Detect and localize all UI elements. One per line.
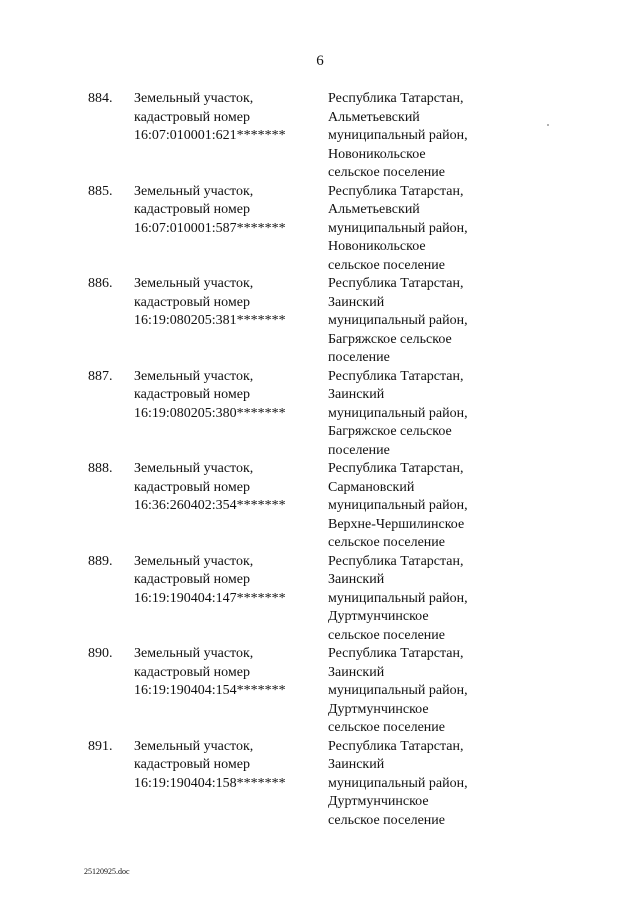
entry-description [134,738,314,794]
location-line: Заинский [328,664,385,680]
entry-description [134,553,314,609]
entry-location [328,183,568,276]
location-line: Багряжское сельское [328,424,452,439]
footer-filename: 25120925.doc [84,867,130,876]
entry-number: 886. [88,276,113,291]
list-item [0,275,640,368]
location-line: сельское поселение [328,627,445,643]
location-line: Заинский [328,572,385,587]
entry-description [134,183,314,239]
description-line: Земельный участок, [134,183,254,199]
description-line: кадастровый номер [134,387,250,402]
entry-number: 884. [88,91,113,106]
entry-description [134,645,314,701]
description-line: Земельный участок, [134,276,254,291]
location-line: сельское поселение [328,812,445,828]
entry-location [328,90,568,183]
location-line: Сармановский [328,479,415,495]
description-line: кадастровый номер [134,109,250,125]
location-line: Заинский [328,757,385,772]
location-line: поселение [328,442,390,458]
entry-number: 885. [88,183,113,199]
location-line: сельское поселение [328,257,445,273]
description-line: кадастровый номер [134,664,250,680]
description-line: Земельный участок, [134,646,254,661]
location-line: муниципальный район, [328,405,468,421]
location-line: муниципальный район, [328,128,468,143]
description-line: кадастровый номер [134,479,250,495]
location-line: Республика Татарстан, [328,646,464,661]
location-line: сельское поселение [328,720,445,735]
location-line: Заинский [328,294,385,310]
page-number: 6 [316,53,324,69]
description-line: 16:36:260402:354******* [134,498,286,513]
location-line: Республика Татарстан, [328,368,464,384]
description-line: 16:19:190404:158******* [134,775,286,791]
list-item [0,645,640,738]
location-line: Дуртмунчинское [328,794,429,809]
location-line: Новоникольское [328,239,426,254]
location-line: сельское поселение [328,165,445,180]
location-line: Республика Татарстан, [328,553,464,569]
description-line: Земельный участок, [134,368,254,384]
entry-location [328,738,568,831]
list-item [0,553,640,646]
description-line: Земельный участок, [134,461,254,476]
location-line: Багряжское сельское [328,331,452,347]
entry-location [328,645,568,738]
location-line: Верхне-Чершилинское [328,516,465,532]
description-line: 16:19:080205:380******* [134,405,286,421]
location-line: Дуртмунчинское [328,701,429,717]
location-line: Заинский [328,387,385,402]
entry-number: 887. [88,368,113,384]
location-line: Республика Татарстан, [328,183,464,199]
description-line: 16:19:080205:381******* [134,313,286,328]
description-line: 16:07:010001:587******* [134,220,286,236]
entry-location [328,275,568,368]
description-line: Земельный участок, [134,738,254,754]
location-line: муниципальный район, [328,590,468,606]
location-line: Альметьевский [328,202,420,217]
entry-description [134,275,314,331]
location-line: муниципальный район, [328,313,468,328]
list-item [0,90,640,183]
description-line: 16:19:190404:154******* [134,683,286,698]
list-item [0,368,640,461]
location-line: поселение [328,350,390,365]
entry-location [328,368,568,461]
location-line: Альметьевский [328,109,420,125]
location-line: сельское поселение [328,535,445,550]
entry-location [328,460,568,553]
location-line: муниципальный район, [328,775,468,791]
description-line: кадастровый номер [134,572,250,587]
location-line: Республика Татарстан, [328,276,464,291]
description-line: Земельный участок, [134,91,254,106]
location-line: Новоникольское [328,146,426,162]
entry-number: 888. [88,461,113,476]
description-line: кадастровый номер [134,757,250,772]
description-line: кадастровый номер [134,202,250,217]
location-line: муниципальный район, [328,498,468,513]
entry-description [134,90,314,146]
list-item [0,738,640,831]
location-line: муниципальный район, [328,683,468,698]
description-line: Земельный участок, [134,553,254,569]
description-line: 16:07:010001:621******* [134,128,286,143]
entry-description [134,368,314,424]
list-item [0,183,640,276]
location-line: Республика Татарстан, [328,461,464,476]
entry-location [328,553,568,646]
list-item [0,460,640,553]
entry-number: 891. [88,738,113,754]
location-line: Республика Татарстан, [328,91,464,106]
entry-description [134,460,314,516]
description-line: кадастровый номер [134,294,250,310]
description-line: 16:19:190404:147******* [134,590,286,606]
location-line: муниципальный район, [328,220,468,236]
location-line: Республика Татарстан, [328,738,464,754]
location-line: Дуртмунчинское [328,609,429,624]
entry-number: 889. [88,553,113,569]
entries-list [0,90,640,830]
entry-number: 890. [88,646,113,661]
